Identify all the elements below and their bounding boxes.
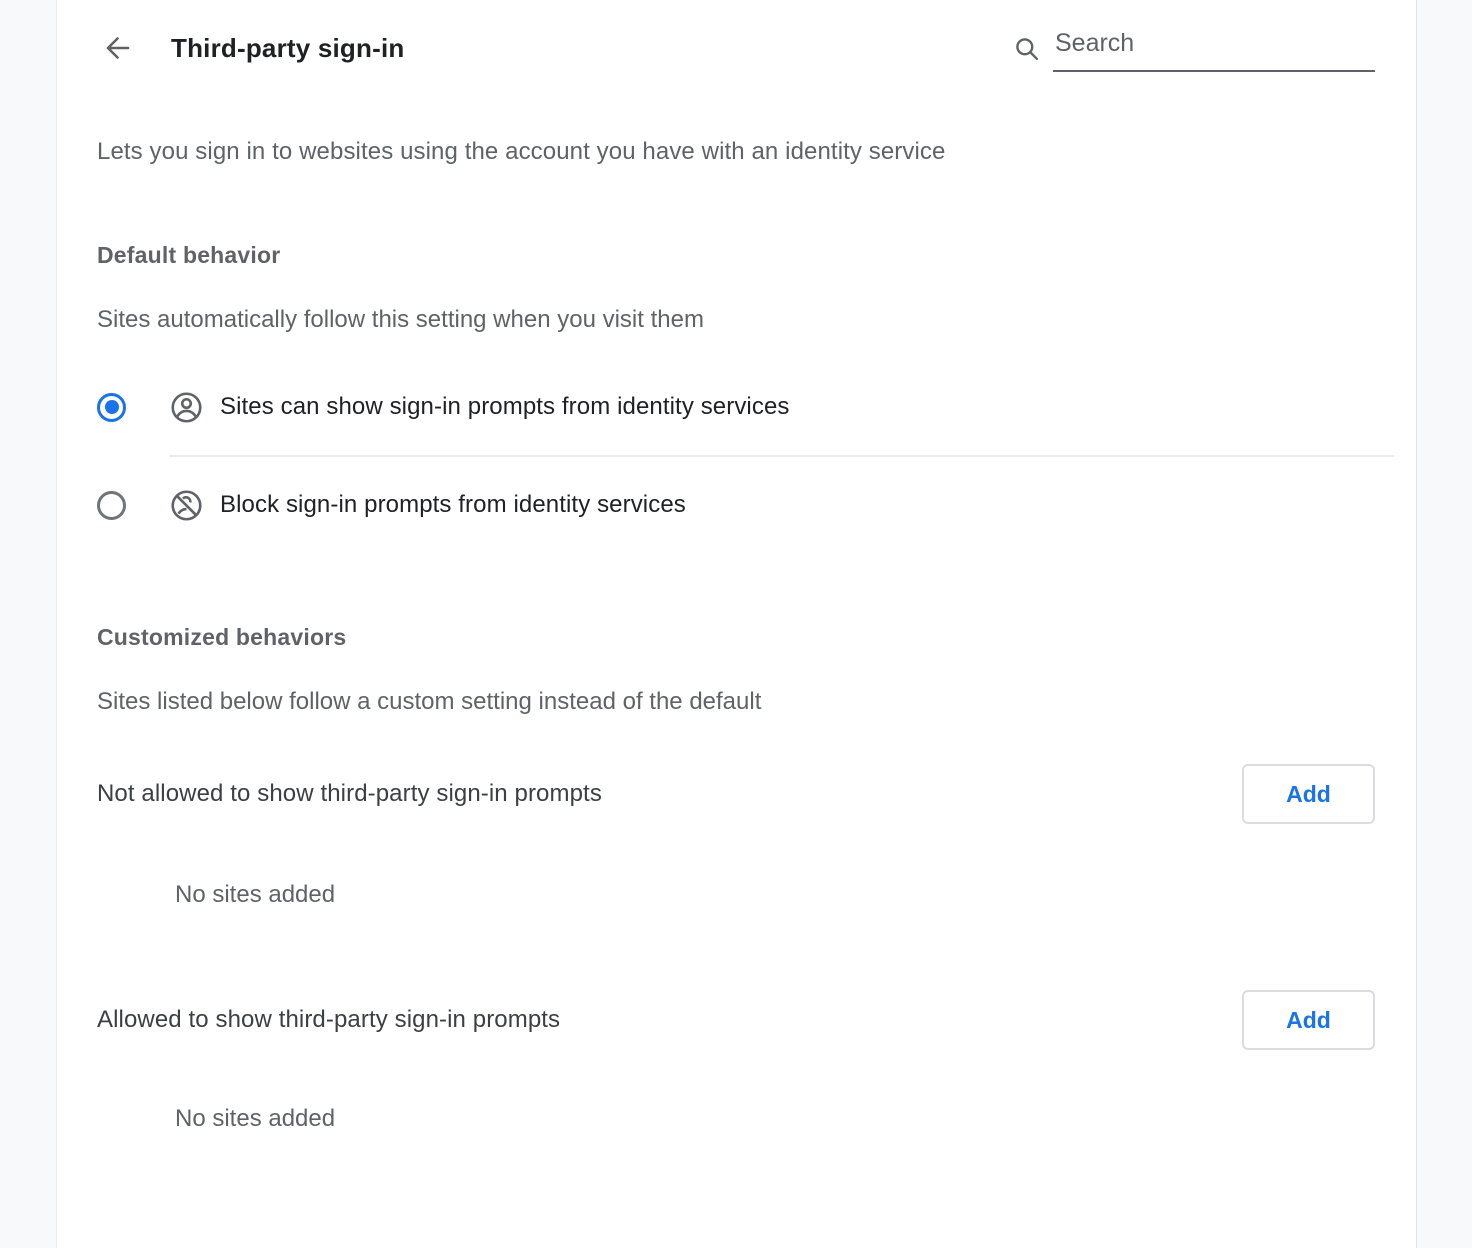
allowed-list-row bbox=[97, 990, 1375, 1050]
radio-selected[interactable] bbox=[97, 393, 126, 422]
not-allowed-list-row bbox=[97, 764, 1375, 824]
customized-behaviors-subtitle: Sites listed below follow a custom setting instead of the default bbox=[97, 688, 762, 715]
radio-unselected[interactable] bbox=[97, 491, 126, 520]
account-circle-icon bbox=[170, 391, 203, 424]
page-content bbox=[57, 138, 1416, 1133]
add-allowed-button[interactable]: Add bbox=[1242, 990, 1375, 1050]
search-box bbox=[1013, 25, 1375, 72]
search-icon bbox=[1013, 35, 1040, 62]
customized-behaviors-heading: Customized behaviors bbox=[97, 624, 347, 650]
radio-option-allow-signin[interactable] bbox=[97, 359, 1375, 455]
account-blocked-icon bbox=[170, 489, 203, 522]
radio-option-label: Sites can show sign-in prompts from identity services bbox=[220, 393, 790, 420]
page-title: Third-party sign-in bbox=[171, 32, 405, 63]
search-input[interactable] bbox=[1053, 25, 1375, 72]
default-behavior-subtitle: Sites automatically follow this setting when you visit them bbox=[97, 306, 704, 333]
page-header bbox=[57, 0, 1416, 72]
arrow-back-icon bbox=[101, 32, 133, 64]
add-not-allowed-button[interactable]: Add bbox=[1242, 764, 1375, 824]
allowed-empty-text: No sites added bbox=[175, 1105, 336, 1132]
not-allowed-label: Not allowed to show third-party sign-in prompts bbox=[97, 780, 602, 807]
settings-card bbox=[56, 0, 1417, 1248]
radio-option-label: Block sign-in prompts from identity services bbox=[220, 491, 686, 518]
default-behavior-heading: Default behavior bbox=[97, 242, 281, 268]
radio-option-block-signin[interactable] bbox=[97, 457, 1375, 553]
not-allowed-empty-text: No sites added bbox=[175, 881, 336, 908]
radio-dot bbox=[105, 400, 119, 414]
allowed-label: Allowed to show third-party sign-in prompts bbox=[97, 1006, 561, 1033]
back-button[interactable] bbox=[101, 32, 133, 64]
intro-text: Lets you sign in to websites using the account you have with an identity service bbox=[97, 138, 946, 165]
